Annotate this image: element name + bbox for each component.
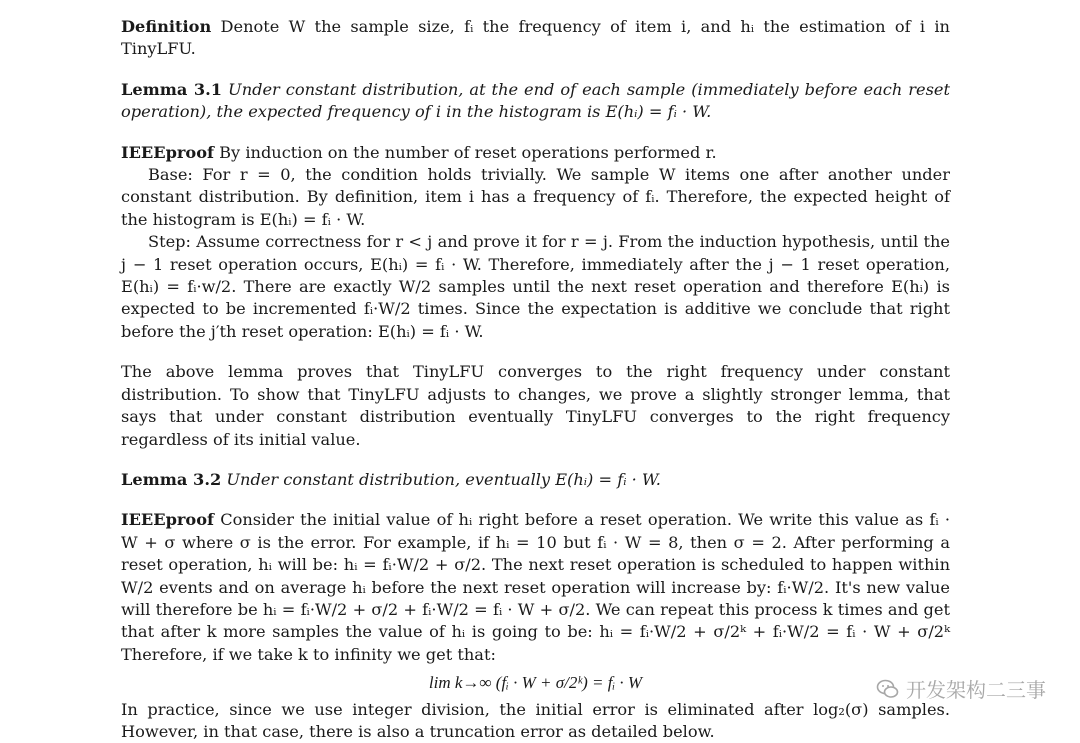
limit-formula: lim k→∞ (fᵢ · W + σ/2ᵏ) = fᵢ · W <box>428 673 643 693</box>
proof-1-step: Step: Assume correctness for r < j and prove it for r = j. From the induction hypothesis, until the j − 1 reset operation occurs, E(hᵢ) = fᵢ · W. Therefore, immediately after the j − 1 reset operation, E(hᵢ) = fᵢ·w/2. There are exactly W/2 samples until the next reset operation and therefore E(hᵢ) is expected to be incremented fᵢ·W/2 times. Since the expectation is additive we conclude that right before the j′th reset operation: E(hᵢ) = fᵢ · W. <box>121 232 950 341</box>
watermark-text: 开发架构二三事 <box>906 678 1046 702</box>
definition-label: Definition <box>121 17 212 36</box>
wechat-icon <box>876 677 900 701</box>
proof-1-label: IEEEproof <box>121 142 214 162</box>
bridge-paragraph: The above lemma proves that TinyLFU converges to the right frequency under constant distribution. To show that TinyLFU adjusts to changes, we prove a slightly stronger lemma, that says that under constant distribution eventually TinyLFU converges to the right frequency regardless of its initial value. <box>121 362 950 449</box>
lemma-3-1-block <box>121 79 950 124</box>
lemma-3-2-block <box>121 469 950 491</box>
proof-2-block <box>121 509 950 666</box>
lemma-3-1-label: Lemma 3.1 <box>121 79 223 99</box>
paper-body <box>121 16 950 743</box>
definition-text: Denote W the sample size, fᵢ the frequency of item i, and hᵢ the estimation of i in TinyLFU. <box>121 17 950 59</box>
proof-1-base: Base: For r = 0, the condition holds trivially. We sample W items one after another under constant distribution. By definition, item i has a frequency of fᵢ. Therefore, the expected height of the histogram is E(hᵢ) = fᵢ · W. <box>121 165 950 229</box>
definition-block <box>121 16 950 61</box>
proof-1-intro <box>121 142 950 164</box>
watermark <box>876 674 1046 703</box>
lemma-3-2-text: Under constant distribution, eventually E(hᵢ) = fᵢ · W. <box>226 469 661 489</box>
lemma-3-2-label: Lemma 3.2 <box>121 469 222 489</box>
lemma-3-1-text: Under constant distribution, at the end of each sample (immediately before each reset operation), the expected frequency of i in the histogram is E(hᵢ) = fᵢ · W. <box>121 79 950 122</box>
proof-2-text: Consider the initial value of hᵢ right before a reset operation. We write this value as fᵢ · W + σ where σ is the error. For example, if hᵢ = 10 but fᵢ · W = 8, then σ = 2. After performing a reset operation, hᵢ will be: hᵢ = fᵢ·W/2 + σ/2. The next reset operation is scheduled to happen within W/2 events and on average hᵢ before the next reset operation will increase by: fᵢ·W/2. It's new value will therefore be hᵢ = fᵢ·W/2 + σ/2 + fᵢ·W/2 = fᵢ · W + σ/2. We can repeat this process k times and get that after k more samples the value of hᵢ is going to be: hᵢ = fᵢ·W/2 + σ/2ᵏ + fᵢ·W/2 = fᵢ · W + σ/2ᵏ Therefore, if we take k to infinity we get that: <box>121 510 950 664</box>
proof-1-intro-text: By induction on the number of reset operations performed r. <box>219 142 717 162</box>
proof-2-label: IEEEproof <box>121 510 214 530</box>
closing-paragraph: In practice, since we use integer division, the initial error is eliminated after log₂(σ) samples. However, in that case, there is also a truncation error as detailed below. <box>121 699 950 741</box>
